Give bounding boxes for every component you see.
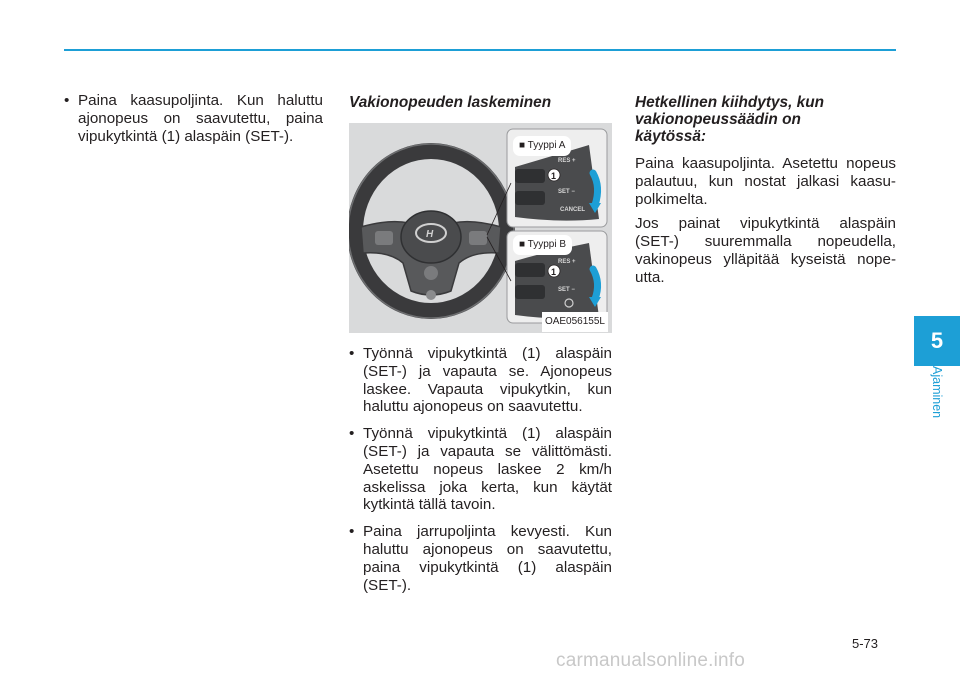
chapter-label: Ajaminen	[930, 366, 944, 419]
type-a-label: ■ Tyyppi A	[513, 136, 571, 156]
list-item: • Työnnä vipukytkintä (1) alaspäin (SET-) ja vapauta se. Ajonopeus laskee. Vapauta vipukytkin, kun haluttu ajonopeus on saavutettu.	[349, 345, 612, 416]
column-middle	[349, 92, 612, 603]
column-right	[635, 92, 896, 294]
steering-wheel-figure	[349, 123, 612, 333]
set-label: SET −	[558, 287, 575, 293]
paragraph: Jos painat vipukytkintä alaspäin (SET-) suuremmalla nopeudella, vakinopeus ylläpitää kyseistä nope-utta.	[635, 215, 896, 286]
list-item: • Paina jarrupoljinta kevyesti. Kun haluttu ajonopeus on saavutettu, paina vipukytkintä (1) alaspäin (SET-).	[349, 523, 612, 594]
section-heading-temporary-acceleration	[635, 94, 896, 145]
callout-number: 1	[551, 267, 557, 277]
figure-code: OAE056155L	[542, 312, 608, 332]
header-rule	[64, 49, 896, 51]
watermark: carmanualsonline.info	[556, 650, 746, 671]
section-heading-decrease-speed: Vakionopeuden laskeminen	[349, 94, 552, 111]
callout-number: 1	[551, 171, 557, 181]
paragraph: Paina kaasupoljinta. Asetettu nopeus palautuu, kun nostat jalkasi kaasu-polkimelta.	[635, 155, 896, 208]
list-item: • Työnnä vipukytkintä (1) alaspäin (SET-) ja vapauta se välittömästi. Asetettu nopeus laskee 2 km/h askelissa joka kerta, kun käytät kytkintä tällä tavoin.	[349, 425, 612, 514]
list-item: • Paina kaasupoljinta. Kun haluttu ajonopeus on saavutettu, paina vipukytkintä (1) alaspäin (SET-).	[64, 92, 323, 145]
svg-text:H: H	[426, 229, 434, 240]
page-number: 5-73	[852, 636, 879, 651]
res-label: RES +	[558, 158, 576, 164]
set-label: SET −	[558, 189, 575, 195]
cancel-label: CANCEL	[560, 207, 585, 213]
res-label: RES +	[558, 259, 576, 265]
heading-line: käytössä:	[635, 128, 707, 145]
column-left	[64, 92, 323, 154]
heading-line: vakionopeussäädin on	[635, 111, 801, 128]
chapter-tab: 5	[914, 316, 960, 366]
type-b-label: ■ Tyyppi B	[513, 235, 572, 255]
heading-line: Hetkellinen kiihdytys, kun	[635, 94, 825, 111]
